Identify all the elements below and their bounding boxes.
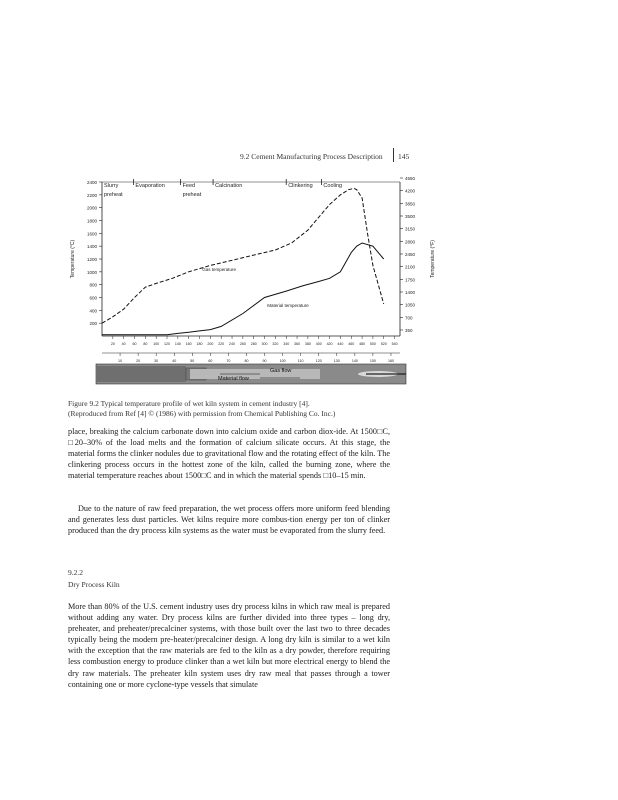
stage-label-1: preheat bbox=[104, 192, 123, 198]
secondary-x-tick-label: 20 bbox=[136, 359, 141, 363]
secondary-x-tick-label: 140 bbox=[351, 359, 358, 363]
secondary-x-tick-label: 150 bbox=[369, 359, 376, 363]
left-tick-label: 800 bbox=[89, 282, 97, 288]
material-flow-label: Material flow bbox=[218, 376, 249, 382]
x-tick-label: 460 bbox=[348, 342, 355, 346]
stage-label-4: Calcination bbox=[215, 183, 243, 189]
x-tick-label: 300 bbox=[261, 342, 268, 346]
left-tick-label: 400 bbox=[89, 308, 97, 314]
stage-label-1: Slurry bbox=[104, 183, 119, 189]
right-tick-label: 2800 bbox=[405, 239, 416, 245]
kiln-temperature-figure bbox=[60, 170, 436, 395]
x-tick-label: 80 bbox=[143, 342, 148, 346]
x-tick-label: 440 bbox=[337, 342, 344, 346]
secondary-x-tick-label: 90 bbox=[262, 359, 267, 363]
secondary-x-tick-label: 100 bbox=[279, 359, 286, 363]
left-tick-label: 1200 bbox=[86, 257, 97, 262]
x-tick-label: 100 bbox=[153, 342, 160, 346]
x-tick-label: 520 bbox=[380, 342, 387, 346]
section-number: 9.2.2 bbox=[68, 568, 83, 577]
secondary-x-tick-label: 80 bbox=[244, 359, 249, 363]
x-tick-label: 200 bbox=[207, 342, 214, 346]
figure-caption bbox=[68, 399, 408, 419]
secondary-x-tick-label: 110 bbox=[297, 359, 304, 363]
section-title: Dry Process Kiln bbox=[68, 580, 120, 589]
x-tick-label: 280 bbox=[250, 342, 257, 346]
right-tick-label: 1050 bbox=[405, 302, 416, 308]
stage-label-3: Feed bbox=[182, 183, 196, 189]
secondary-x-tick-label: 60 bbox=[208, 359, 213, 363]
secondary-x-tick-label: 130 bbox=[333, 359, 340, 363]
y-axis-title-left: Temperature (°C) bbox=[70, 239, 76, 279]
right-tick-label: 350 bbox=[405, 328, 413, 333]
x-tick-label: 20 bbox=[110, 342, 115, 346]
x-tick-label: 160 bbox=[185, 342, 192, 346]
kiln-chain-section bbox=[96, 366, 186, 382]
x-tick-label: 540 bbox=[391, 342, 398, 346]
x-tick-label: 420 bbox=[326, 342, 333, 346]
right-tick-label: 3500 bbox=[405, 214, 416, 219]
caption-line-1: Figure 9.2 Typical temperature profile of wet kiln system in cement industry [4]. bbox=[68, 399, 310, 408]
x-tick-label: 140 bbox=[174, 342, 181, 346]
page-number: 145 bbox=[398, 152, 410, 161]
x-tick-label: 40 bbox=[121, 342, 126, 346]
secondary-x-tick-label: 70 bbox=[226, 359, 231, 363]
x-tick-label: 320 bbox=[272, 342, 279, 346]
x-tick-label: 180 bbox=[196, 342, 203, 346]
left-tick-label: 1600 bbox=[86, 231, 97, 237]
x-tick-label: 60 bbox=[132, 342, 137, 346]
left-tick-label: 2400 bbox=[86, 180, 97, 185]
left-tick-label: 600 bbox=[89, 295, 97, 301]
header-rule bbox=[393, 148, 394, 162]
x-tick-label: 260 bbox=[239, 342, 246, 346]
gas-flow-label: Gas flow bbox=[270, 368, 292, 374]
right-tick-label: 2100 bbox=[405, 264, 416, 270]
stage-label-5: Clinkering bbox=[288, 183, 313, 189]
x-tick-label: 220 bbox=[218, 342, 225, 346]
secondary-x-tick-label: 120 bbox=[315, 359, 322, 363]
x-tick-label: 240 bbox=[229, 342, 236, 346]
stage-label-3: preheat bbox=[182, 192, 202, 198]
running-head: 9.2 Cement Manufacturing Process Description bbox=[240, 152, 383, 161]
body-paragraph-3: More than 80% of the U.S. cement industry uses dry process kilns in which raw meal is prepared without adding any water. Dry process kilns are further divided into three types – long dry, preheater, and preheater/precalciner systems, with those built over the last two to three decades typically being the modern pre-heater/precalciner design. A long dry kiln is similar to a wet kiln with the exception that the raw materials are fed to the kiln as a dry powder, therefore requiring less combustion energy to produce clinker than a wet kiln but more electrical energy to blend the dry raw materials. The preheater kiln system uses dry raw meal that passes through a tower containing one or more cyclone-type vessels that simulate bbox=[68, 602, 390, 689]
right-tick-label: 4550 bbox=[405, 176, 416, 181]
gas-temperature-annotation: Gas temperature bbox=[202, 267, 237, 273]
x-tick-label: 480 bbox=[359, 342, 366, 346]
x-tick-label: 500 bbox=[369, 342, 376, 346]
secondary-x-tick-label: 30 bbox=[154, 359, 159, 363]
left-tick-label: 2000 bbox=[86, 205, 97, 211]
secondary-x-tick-label: 160 bbox=[387, 359, 394, 363]
left-tick-label: 200 bbox=[89, 321, 97, 327]
left-tick-label: 2200 bbox=[86, 192, 97, 198]
right-tick-label: 3150 bbox=[405, 226, 416, 232]
material-temperature-annotation: Material temperature bbox=[267, 303, 309, 309]
left-tick-label: 1000 bbox=[86, 269, 97, 275]
right-tick-label: 4200 bbox=[405, 188, 416, 194]
x-tick-label: 400 bbox=[315, 342, 322, 346]
stage-label-6: Cooling bbox=[323, 183, 343, 189]
stage-label-2: Evaporation bbox=[135, 183, 165, 189]
body-paragraph-2: Due to the nature of raw feed preparation, the wet process offers more uniform feed blending and generates less dust particles. Wet kilns require more combus-tion energy per ton of clinker produced than the dry process kiln systems as the water must be evaporated from the slurry feed. bbox=[68, 504, 390, 536]
x-tick-label: 340 bbox=[283, 342, 290, 346]
left-tick-label: 1400 bbox=[86, 244, 97, 250]
x-tick-label: 380 bbox=[304, 342, 311, 346]
x-tick-label: 120 bbox=[164, 342, 171, 346]
caption-line-2: (Reproduced from Ref [4] © (1986) with permission from Chemical Publishing Co. Inc.) bbox=[68, 409, 336, 418]
gas-temperature-line bbox=[102, 188, 384, 323]
secondary-x-tick-label: 50 bbox=[190, 359, 195, 363]
right-tick-label: 2450 bbox=[405, 252, 416, 257]
left-tick-label: 1800 bbox=[86, 218, 97, 224]
right-tick-label: 3850 bbox=[405, 201, 416, 207]
y-axis-title-right: Temperature (°F) bbox=[430, 240, 436, 278]
secondary-x-tick-label: 40 bbox=[172, 359, 177, 363]
x-tick-label: 360 bbox=[294, 342, 301, 346]
secondary-x-tick-label: 10 bbox=[118, 359, 123, 363]
body-paragraph-1: place, breaking the calcium carbonate down into calcium oxide and carbon diox-ide. At 1500□C, □20–30% of the load melts and the formation of calcium silicate occurs. At this stage, the material forms the clinker nodules due to gravitational flow and the rotating effect of the kiln. The clinkering process occurs in the hottest zone of the kiln, called the burning zone, where the material temperature reaches about 1500□C and in which the material spends □10–15 min. bbox=[68, 427, 390, 481]
right-tick-label: 700 bbox=[405, 315, 413, 321]
right-tick-label: 1400 bbox=[405, 290, 416, 295]
right-tick-label: 1750 bbox=[405, 277, 416, 283]
